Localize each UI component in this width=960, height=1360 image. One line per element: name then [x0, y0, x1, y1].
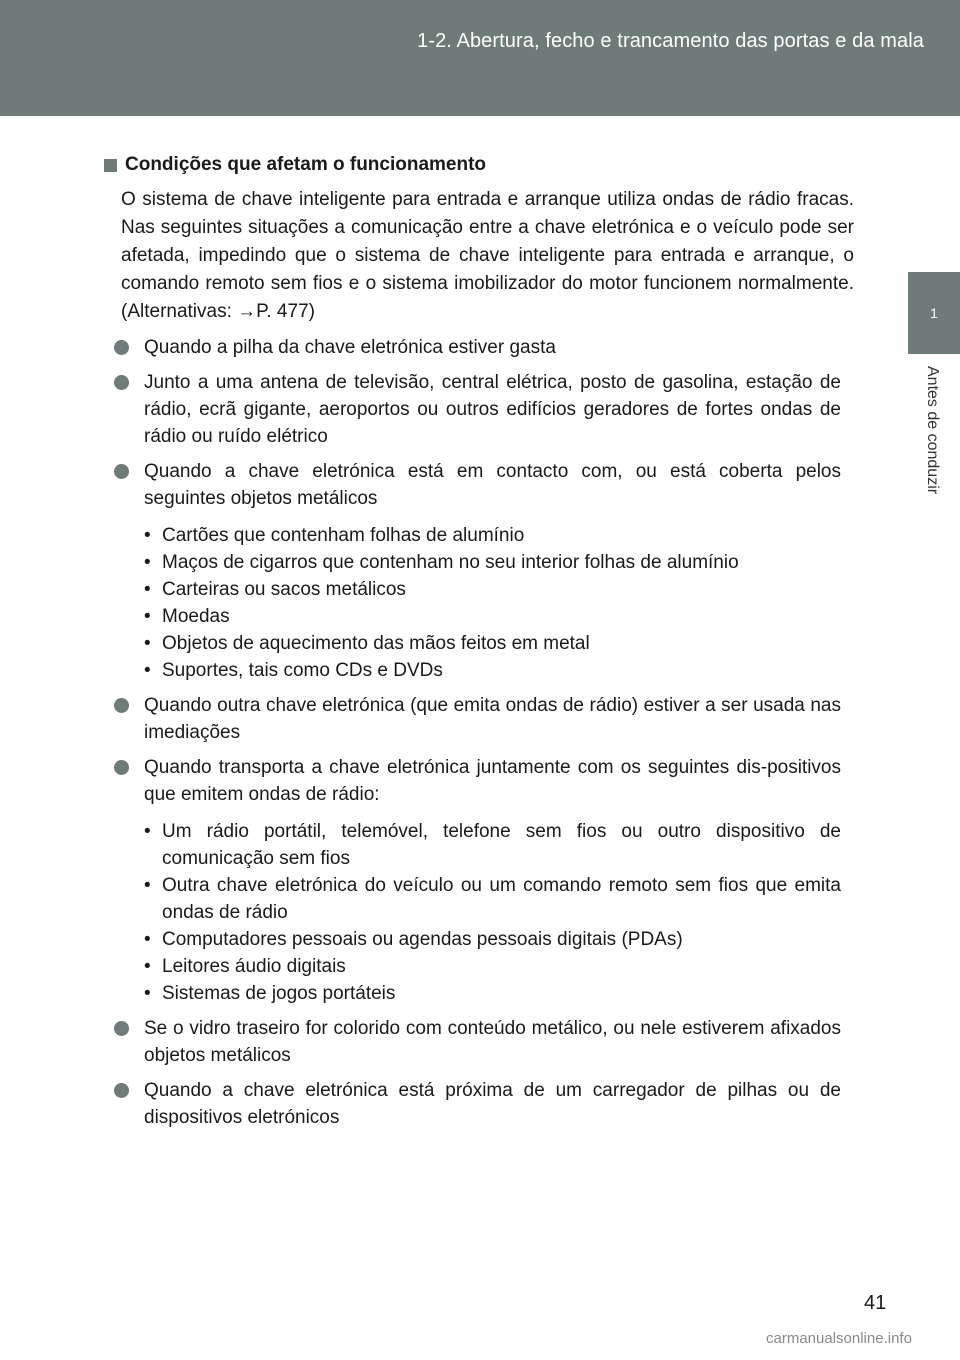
- bullet-text: Quando a chave eletrónica está próxima de um carregador de pilhas ou de dispositivos eletrónicos: [144, 1080, 841, 1128]
- bullet-text: Quando a pilha da chave eletrónica estiver gasta: [144, 337, 556, 358]
- sub-list-item: • Sistemas de jogos portáteis: [144, 980, 841, 1007]
- sub-list-item: • Moedas: [144, 603, 841, 630]
- sub-list-item: • Cartões que contenham folhas de alumínio: [144, 522, 841, 549]
- header-band: [0, 0, 960, 116]
- chapter-tab-label: [908, 354, 960, 544]
- circle-bullet-icon: [114, 698, 129, 713]
- bullet-item: [100, 1077, 854, 1131]
- bullet-text: Quando outra chave eletrónica (que emita ondas de rádio) estiver a ser usada nas imediações: [144, 695, 841, 743]
- sub-list: [144, 522, 854, 684]
- bullet-item: [100, 458, 854, 684]
- bullet-item: [100, 754, 854, 1007]
- bullet-text: Se o vidro traseiro for colorido com conteúdo metálico, ou nele estiverem afixados objetos metálicos: [144, 1018, 841, 1066]
- bullet-text: Junto a uma antena de televisão, central elétrica, posto de gasolina, estação de rádio, ecrã gigante, aeroportos ou outros edifícios geradores de fortes ondas de rádio ou ruído elétrico: [144, 372, 841, 447]
- watermark: carmanualsonline.info: [766, 1330, 912, 1347]
- bullet-item: [100, 334, 854, 361]
- chapter-tab-number: 1: [908, 272, 960, 354]
- sub-list-item: • Suportes, tais como CDs e DVDs: [144, 657, 841, 684]
- sub-list-item: • Outra chave eletrónica do veículo ou um comando remoto sem fios que emita ondas de rádio: [144, 872, 841, 926]
- page-number: 41: [864, 1292, 887, 1314]
- sub-list: [144, 818, 854, 1007]
- circle-bullet-icon: [114, 375, 129, 390]
- sub-list-item: • Leitores áudio digitais: [144, 953, 841, 980]
- sub-list-item: • Maços de cigarros que contenham no seu interior folhas de alumínio: [144, 549, 841, 576]
- sub-list-item: • Carteiras ou sacos metálicos: [144, 576, 841, 603]
- circle-bullet-icon: [114, 760, 129, 775]
- bullet-text: Quando a chave eletrónica está em contacto com, ou está coberta pelos seguintes objetos metálicos: [144, 461, 841, 509]
- bullet-list: [100, 334, 854, 1131]
- chapter-title: 1-2. Abertura, fecho e trancamento das portas e da mala: [417, 30, 924, 52]
- bullet-text: Quando transporta a chave eletrónica juntamente com os seguintes dis-positivos que emitem ondas de rádio:: [144, 757, 841, 805]
- page-content: [100, 150, 854, 1139]
- bullet-item: [100, 1015, 854, 1069]
- sub-list-item: • Computadores pessoais ou agendas pessoais digitais (PDAs): [144, 926, 841, 953]
- circle-bullet-icon: [114, 1083, 129, 1098]
- bullet-item: [100, 692, 854, 746]
- sub-list-item: • Um rádio portátil, telemóvel, telefone sem fios ou outro dispositivo de comunicação sem fios: [144, 818, 841, 872]
- sub-list-item: • Objetos de aquecimento das mãos feitos em metal: [144, 630, 841, 657]
- section-heading: [104, 150, 854, 180]
- circle-bullet-icon: [114, 340, 129, 355]
- circle-bullet-icon: [114, 1021, 129, 1036]
- section-heading-text: Condições que afetam o funcionamento: [125, 154, 487, 175]
- circle-bullet-icon: [114, 464, 129, 479]
- intro-paragraph: O sistema de chave inteligente para entrada e arranque utiliza ondas de rádio fracas. Nas seguintes situações a comunicação entre a chave eletrónica e o veículo pode ser afetada, impedindo que o sistema de chave inteligente para entrada e arranque, o comando remoto sem fios e o sistema imobilizador do motor funcionem normalmente. (Alternativas: →P. 477): [121, 189, 854, 322]
- square-icon: [104, 159, 117, 172]
- bullet-item: [100, 369, 854, 450]
- chapter-tab-label-text: Antes de conduzir: [924, 366, 941, 495]
